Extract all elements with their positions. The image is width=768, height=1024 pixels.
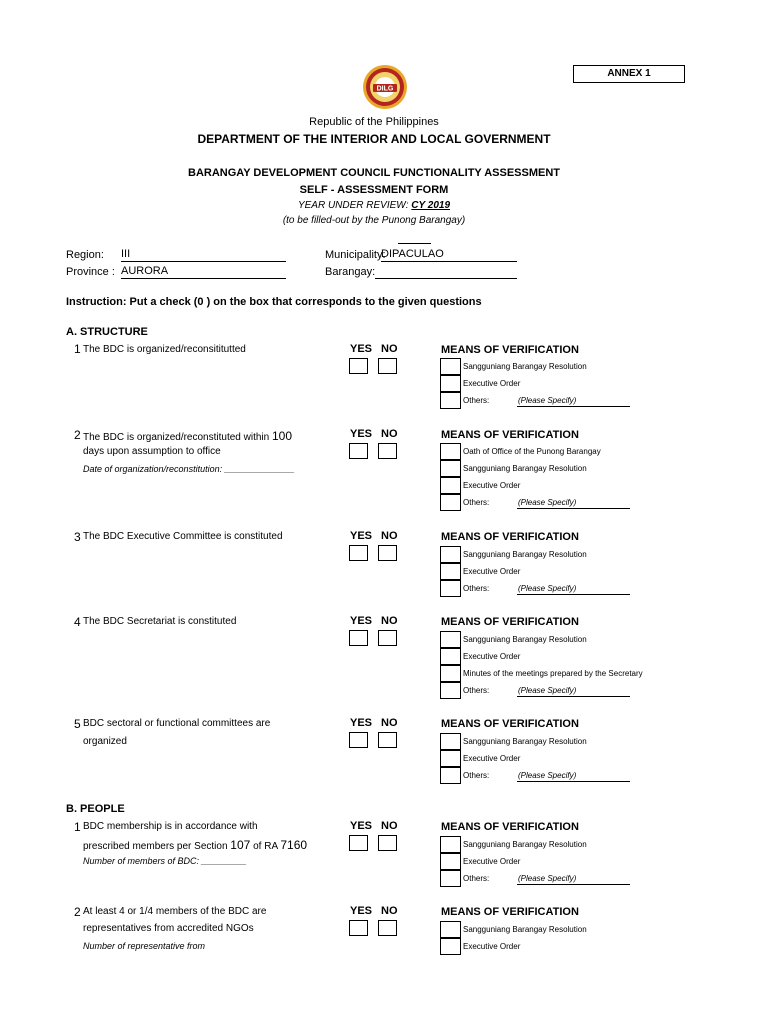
yes-checkbox[interactable] [349, 545, 368, 561]
item-number: 1 [74, 342, 81, 356]
mov-checkbox[interactable] [440, 921, 461, 938]
please-specify: (Please Specify) [518, 686, 577, 695]
yes-label: YES [350, 343, 373, 355]
mov-option: Others: [463, 584, 490, 593]
mov-checkbox[interactable] [440, 443, 461, 460]
mov-checkbox[interactable] [440, 665, 461, 682]
mov-option: Executive Order [463, 857, 521, 866]
mov-checkbox[interactable] [440, 870, 461, 887]
item-text-cont: organized [83, 736, 127, 747]
item-text: BDC sectoral or functional committees are [83, 718, 271, 729]
province-field[interactable]: AURORA [121, 265, 286, 279]
mov-checkbox[interactable] [440, 938, 461, 955]
divider-line [398, 243, 431, 244]
mov-checkbox[interactable] [440, 392, 461, 409]
specify-line[interactable] [517, 884, 630, 885]
mov-option: Others: [463, 874, 490, 883]
yes-checkbox[interactable] [349, 835, 368, 851]
mov-checkbox[interactable] [440, 460, 461, 477]
item-text: The BDC is organized/reconsititutted [83, 344, 246, 355]
yes-label: YES [350, 615, 373, 627]
no-checkbox[interactable] [378, 732, 397, 748]
province-label: Province : [66, 266, 115, 278]
mov-checkbox[interactable] [440, 750, 461, 767]
please-specify: (Please Specify) [518, 396, 577, 405]
mov-option: Executive Order [463, 379, 521, 388]
mov-option: Executive Order [463, 652, 521, 661]
mov-checkbox[interactable] [440, 682, 461, 699]
mov-heading: MEANS OF VERIFICATION [441, 616, 579, 628]
mov-checkbox[interactable] [440, 358, 461, 375]
mov-option: Executive Order [463, 942, 521, 951]
municipality-label: Municipality: [325, 249, 386, 261]
please-specify: (Please Specify) [518, 498, 577, 507]
section-b-heading: B. PEOPLE [66, 803, 125, 815]
please-specify: (Please Specify) [518, 584, 577, 593]
please-specify: (Please Specify) [518, 771, 577, 780]
please-specify: (Please Specify) [518, 874, 577, 883]
item-number: 4 [74, 615, 81, 629]
dilg-seal-logo [362, 64, 408, 110]
no-checkbox[interactable] [378, 630, 397, 646]
item-text: The BDC Executive Committee is constituted [83, 531, 283, 542]
item-text: The BDC is organized/reconstituted within 100 [83, 429, 293, 443]
municipality-field[interactable]: DIPACULAO [381, 248, 517, 262]
item-text-cont: days upon assumption to office [83, 446, 221, 457]
mov-option: Sangguniang Barangay Resolution [463, 550, 587, 559]
item-text: BDC membership is in accordance with [83, 821, 258, 832]
mov-option: Sangguniang Barangay Resolution [463, 840, 587, 849]
mov-option: Minutes of the meetings prepared by the Secretary [463, 669, 643, 678]
mov-heading: MEANS OF VERIFICATION [441, 531, 579, 543]
mov-checkbox[interactable] [440, 853, 461, 870]
year-under-review: YEAR UNDER REVIEW: CY 2019 [297, 200, 451, 211]
mov-option: Executive Order [463, 567, 521, 576]
mov-checkbox[interactable] [440, 767, 461, 784]
section-a-heading: A. STRUCTURE [66, 326, 148, 338]
logo-text: DILG [376, 85, 394, 93]
region-label: Region: [66, 249, 104, 261]
no-label: NO [381, 820, 398, 832]
mov-heading: MEANS OF VERIFICATION [441, 718, 579, 730]
specify-line[interactable] [517, 696, 630, 697]
item-text-cont: prescribed members per Section 107 of RA 7160 [83, 838, 308, 852]
instruction-text: Instruction: Put a check (0 ) on the box that corresponds to the given questions [66, 296, 482, 308]
barangay-field[interactable] [375, 265, 517, 279]
mov-option: Sangguniang Barangay Resolution [463, 737, 587, 746]
yes-checkbox[interactable] [349, 358, 368, 374]
item-subtext: Number of representative from [83, 941, 206, 951]
no-label: NO [381, 615, 398, 627]
specify-line[interactable] [517, 508, 630, 509]
mov-heading: MEANS OF VERIFICATION [441, 906, 579, 918]
barangay-label: Barangay: [325, 266, 376, 278]
no-checkbox[interactable] [378, 545, 397, 561]
mov-checkbox[interactable] [440, 563, 461, 580]
mov-checkbox[interactable] [440, 580, 461, 597]
region-field[interactable]: III [121, 248, 286, 262]
item-subtext: Date of organization/reconstitution: ______________ [83, 464, 295, 474]
mov-option: Oath of Office of the Punong Barangay [463, 447, 601, 456]
mov-checkbox[interactable] [440, 375, 461, 392]
yes-checkbox[interactable] [349, 920, 368, 936]
no-checkbox[interactable] [378, 835, 397, 851]
mov-option: Sangguniang Barangay Resolution [463, 362, 587, 371]
yes-checkbox[interactable] [349, 443, 368, 459]
mov-checkbox[interactable] [440, 648, 461, 665]
fill-note: (to be filled-out by the Punong Barangay) [282, 215, 466, 226]
no-checkbox[interactable] [378, 358, 397, 374]
item-text: At least 4 or 1/4 members of the BDC are [83, 906, 267, 917]
yes-label: YES [350, 905, 373, 917]
no-label: NO [381, 717, 398, 729]
annex-label: ANNEX 1 [573, 65, 685, 83]
form-title: BARANGAY DEVELOPMENT COUNCIL FUNCTIONALITY ASSESSMENT [188, 167, 560, 179]
yes-label: YES [350, 717, 373, 729]
item-number: 5 [74, 717, 81, 731]
mov-option: Sangguniang Barangay Resolution [463, 635, 587, 644]
mov-heading: MEANS OF VERIFICATION [441, 821, 579, 833]
specify-line[interactable] [517, 594, 630, 595]
form-subtitle: SELF - ASSESSMENT FORM [299, 184, 449, 196]
item-number: 2 [74, 428, 81, 442]
yes-label: YES [350, 530, 373, 542]
mov-option: Others: [463, 498, 490, 507]
item-number: 1 [74, 820, 81, 834]
item-text-cont: representatives from accredited NGOs [83, 923, 254, 934]
mov-option: Others: [463, 686, 490, 695]
yes-label: YES [350, 428, 373, 440]
mov-checkbox[interactable] [440, 836, 461, 853]
no-checkbox[interactable] [378, 920, 397, 936]
item-number: 2 [74, 905, 81, 919]
no-label: NO [381, 343, 398, 355]
mov-checkbox[interactable] [440, 477, 461, 494]
item-text: The BDC Secretariat is constituted [83, 616, 237, 627]
no-label: NO [381, 530, 398, 542]
yes-label: YES [350, 820, 373, 832]
yes-checkbox[interactable] [349, 630, 368, 646]
no-label: NO [381, 428, 398, 440]
mov-option: Executive Order [463, 481, 521, 490]
mov-checkbox[interactable] [440, 494, 461, 511]
specify-line[interactable] [517, 781, 630, 782]
mov-heading: MEANS OF VERIFICATION [441, 429, 579, 441]
mov-option: Others: [463, 771, 490, 780]
department-title: DEPARTMENT OF THE INTERIOR AND LOCAL GOVERNMENT [197, 132, 551, 146]
no-checkbox[interactable] [378, 443, 397, 459]
mov-option: Sangguniang Barangay Resolution [463, 925, 587, 934]
specify-line[interactable] [517, 406, 630, 407]
mov-checkbox[interactable] [440, 631, 461, 648]
no-label: NO [381, 905, 398, 917]
yes-checkbox[interactable] [349, 732, 368, 748]
mov-option: Executive Order [463, 754, 521, 763]
republic-text: Republic of the Philippines [309, 116, 439, 128]
mov-option: Others: [463, 396, 490, 405]
mov-checkbox[interactable] [440, 733, 461, 750]
mov-checkbox[interactable] [440, 546, 461, 563]
mov-option: Sangguniang Barangay Resolution [463, 464, 587, 473]
item-number: 3 [74, 530, 81, 544]
mov-heading: MEANS OF VERIFICATION [441, 344, 579, 356]
item-subtext: Number of members of BDC: _________ [83, 856, 247, 866]
